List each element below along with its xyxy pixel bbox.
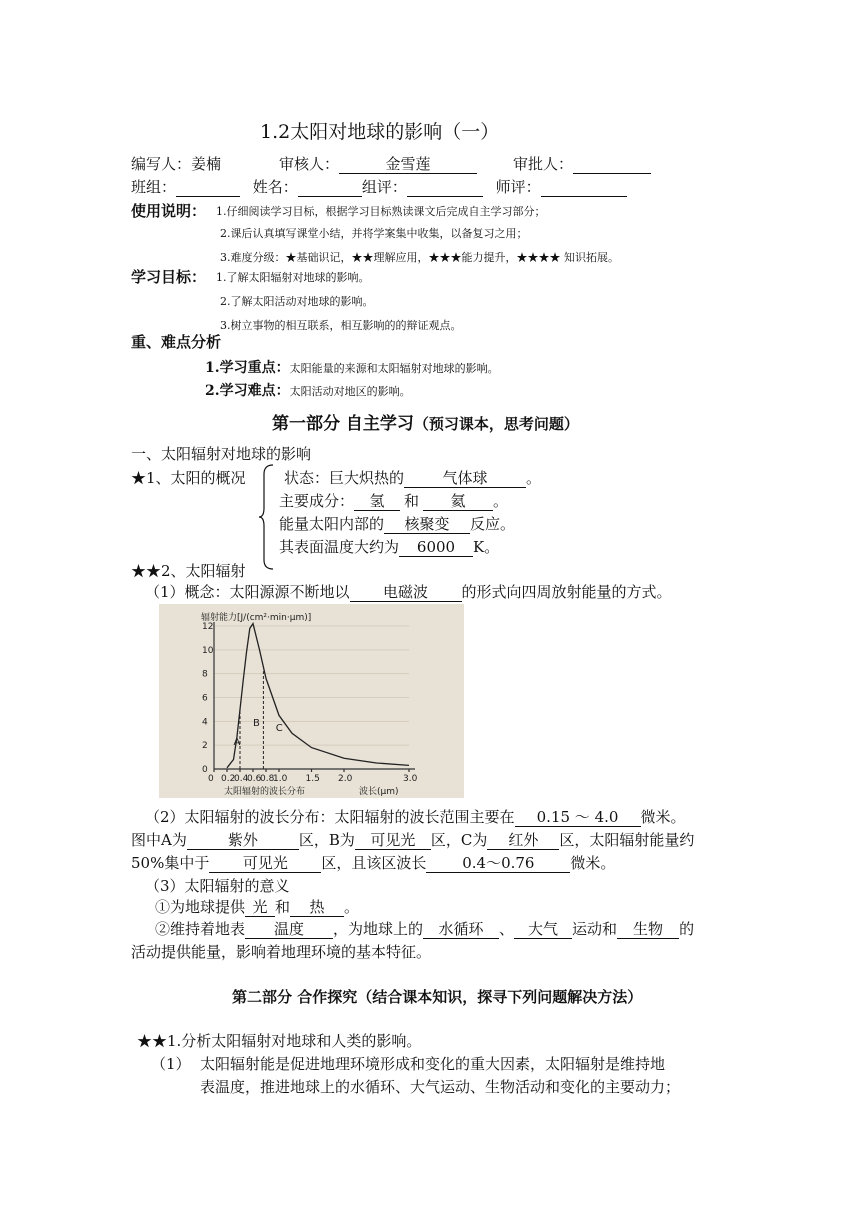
page-title: 1.2太阳对地球的影响（一）: [260, 121, 500, 143]
item1-label: ★1、太阳的概况: [131, 469, 246, 487]
goal-item: 2.了解太阳活动对地球的影响。: [220, 295, 374, 308]
region-label: B: [253, 718, 260, 730]
answer-gas-ball[interactable]: 气体球: [404, 470, 526, 488]
usage-item: 1.仔细阅读学习目标，根据学习目标熟读课文后完成自主学习部分；: [216, 205, 546, 218]
answer-1-num: （1）: [151, 1055, 191, 1073]
usage-item: 2.课后认真填写课堂小结，并将学案集中收集，以备复习之用；: [220, 227, 528, 240]
answer-visible-2[interactable]: 可见光: [209, 855, 321, 873]
teacher-field[interactable]: [541, 179, 627, 197]
focus-text: 太阳能量的来源和太阳辐射对地球的影响。: [289, 362, 499, 375]
spectrum-curve: [227, 624, 409, 768]
x-tick-label: 3.0: [403, 774, 418, 784]
writer-row: [131, 153, 221, 174]
x-tick-label: 1.0: [273, 774, 288, 784]
answer-1-line1: 太阳辐射能是促进地理环境形成和变化的重大因素，太阳辐射是维持地: [200, 1055, 666, 1073]
y-tick-label: 10: [202, 645, 214, 656]
chart-xlabel: 波长(μm): [359, 787, 399, 797]
x-tick-label: 2.0: [338, 774, 353, 784]
answer-1-line2: 表温度，推进地球上的水循环、大气运动、生物活动和变化的主要动力；: [200, 1078, 681, 1096]
x-tick-label: 0.4: [234, 774, 249, 784]
spectrum-chart-svg: [159, 604, 464, 798]
answer-helium[interactable]: 氦: [423, 493, 493, 511]
approver-label: 审批人：: [513, 155, 574, 173]
spectrum-chart: [159, 604, 464, 798]
item2-label: ★★2、太阳辐射: [131, 562, 246, 580]
class-label: 班组：: [131, 178, 177, 196]
answer-hydrogen[interactable]: 氢: [354, 493, 400, 511]
answer-ir[interactable]: 红外: [487, 832, 559, 850]
name-label: 姓名：: [252, 178, 298, 196]
teacher-label: 师评：: [495, 178, 541, 196]
meaning-2: ②维持着地表 温度 ，为地球上的 水循环 、 大气 运动和 生物 的: [155, 920, 695, 938]
answer-biology[interactable]: 生物: [617, 921, 679, 939]
temperature-line: 其表面温度大约为 6000 K。: [279, 538, 500, 556]
reviewer-label: 审核人：: [279, 155, 340, 173]
section-subtitle: 一、太阳辐射对地球的影响: [131, 445, 312, 463]
usage-item: 3.难度分级：★基础识记，★★理解应用，★★★能力提升，★★★★ 知识拓展。: [220, 251, 619, 264]
key-points-heading: 重、难点分析: [131, 333, 222, 351]
approver-row: [513, 153, 651, 174]
x-tick-label: 0.6: [247, 774, 262, 784]
answer-atmosphere[interactable]: 大气: [514, 921, 572, 939]
brace-icon: [259, 464, 275, 570]
x-tick-label: 1.5: [305, 774, 320, 784]
part2-heading: 第二部分 合作探究（结合课本知识，探寻下列问题解决方法）: [232, 988, 643, 1006]
focus-row: [205, 357, 499, 377]
answer-em-wave[interactable]: 电磁波: [350, 584, 462, 602]
part1-note: （预习课本，思考问题）: [413, 415, 579, 433]
y-tick-label: 4: [202, 717, 208, 728]
state-line: 状态：巨大炽热的 气体球 。: [284, 469, 542, 487]
writer-label: 编写人：: [131, 155, 192, 173]
part1-title: 第一部分 自主学习: [272, 414, 414, 434]
question-1: ★★1.分析太阳辐射对地球和人类的影响。: [137, 1032, 422, 1050]
answer-visible-range[interactable]: 0.4～0.76: [426, 855, 570, 873]
y-tick-label: 6: [202, 693, 208, 704]
meaning-heading: （3）太阳辐射的意义: [145, 877, 290, 895]
part1-heading: [272, 409, 579, 434]
answer-water-cycle[interactable]: 水循环: [423, 921, 499, 939]
goal-item: 1.了解太阳辐射对地球的影响。: [216, 271, 370, 284]
approver-field[interactable]: [573, 156, 651, 174]
composition-line: 主要成分： 氢 和 氦 。: [279, 492, 509, 510]
usage-label: 使用说明：: [131, 202, 207, 220]
difficulty-row: [205, 380, 411, 400]
class-field[interactable]: [176, 179, 240, 197]
x-tick-label: 0.2: [221, 774, 236, 784]
concept-line: （1）概念：太阳源源不断地以 电磁波 的形式向四周放射能量的方式。: [145, 583, 672, 601]
goal-item: 3.树立事物的相互联系，相互影响的的辩证观点。: [220, 319, 462, 332]
answer-light[interactable]: 光: [245, 899, 275, 917]
regions-line: 图中A为 紫外 区，B为 可见光 区，C为 红外 区，太阳辐射能量约: [131, 831, 695, 849]
region-label: C: [275, 722, 283, 734]
answer-temperature[interactable]: 6000: [399, 539, 473, 557]
y-tick-label: 8: [202, 669, 208, 680]
meaning-2-cont: 活动提供能量，影响着地理环境的基本特征。: [131, 943, 432, 961]
wave-line: （2）太阳辐射的波长分布：太阳辐射的波长范围主要在 0.15 ～ 4.0 微米。: [145, 808, 686, 826]
chart-title: 辐射能力[J/(cm²·min·μm)]: [201, 613, 312, 623]
focus-label: 1.学习重点：: [205, 360, 290, 376]
y-tick-label: 2: [202, 741, 208, 752]
difficulty-text: 太阳活动对地区的影响。: [289, 385, 411, 398]
meaning-1: ①为地球提供 光 和 热 。: [155, 898, 360, 916]
difficulty-label: 2.学习难点：: [205, 383, 290, 399]
answer-heat[interactable]: 热: [290, 899, 344, 917]
writer-name: 姜楠: [191, 155, 222, 173]
y-tick-label: 0: [202, 765, 208, 775]
y-tick-label: 12: [202, 622, 214, 632]
percent-line: 50%集中于 可见光 区，且该区波长 0.4～0.76 微米。: [131, 854, 616, 872]
class-row: [131, 176, 627, 197]
region-label: A: [233, 737, 241, 749]
reviewer-row: [279, 153, 477, 174]
answer-temperature-2[interactable]: 温度: [245, 921, 333, 939]
reviewer-name[interactable]: 金雪莲: [339, 156, 477, 174]
chart-caption: 太阳辐射的波长分布: [224, 787, 306, 797]
answer-uv[interactable]: 紫外: [187, 832, 299, 850]
energy-line: 能量太阳内部的 核聚变 反应。: [279, 515, 516, 533]
goals-label: 学习目标：: [131, 268, 207, 286]
x-tick-label: 0.8: [260, 774, 275, 784]
group-field[interactable]: [407, 179, 483, 197]
answer-fusion[interactable]: 核聚变: [384, 516, 470, 534]
name-field[interactable]: [298, 179, 362, 197]
answer-visible[interactable]: 可见光: [355, 832, 431, 850]
answer-wave-range[interactable]: 0.15 ～ 4.0: [515, 809, 641, 827]
x-tick-label: 0: [208, 774, 214, 784]
group-label: 组评：: [361, 178, 407, 196]
